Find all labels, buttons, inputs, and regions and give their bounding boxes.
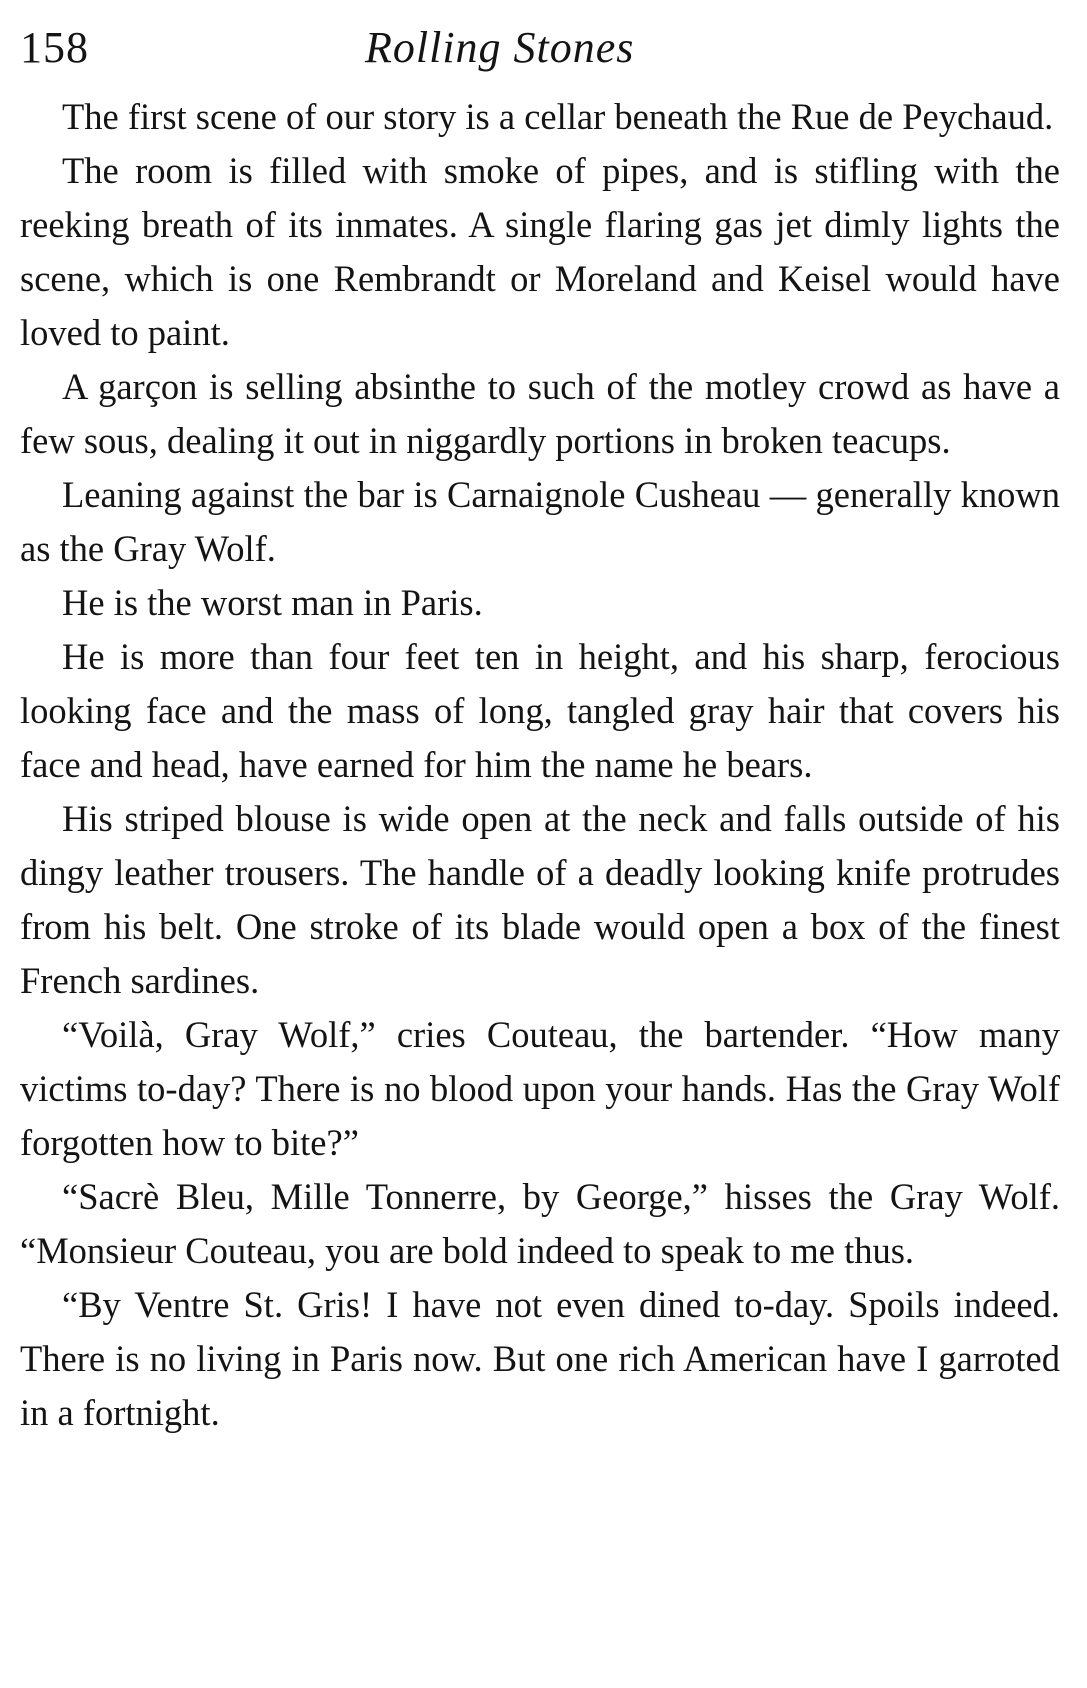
body-text bbox=[20, 90, 1060, 1440]
paragraph: A garçon is selling absinthe to such of the motley crowd as have a few sous, dealing it out in niggardly portions in broken teacups. bbox=[20, 366, 1060, 461]
paragraph: He is the worst man in Paris. bbox=[62, 582, 483, 623]
page-number: 158 bbox=[20, 23, 89, 72]
page-header bbox=[20, 18, 1070, 78]
paragraph: The first scene of our story is a cellar beneath the Rue de Peychaud. bbox=[62, 96, 1054, 137]
paragraph: His striped blouse is wide open at the neck and falls outside of his dingy leather trousers. The handle of a deadly looking knife protrudes from his belt. One stroke of its blade would open a box of the finest French sardines. bbox=[20, 798, 1060, 1001]
paragraph: The room is filled with smoke of pipes, and is stifling with the reeking breath of its inmates. A single flaring gas jet dimly lights the scene, which is one Rembrandt or Moreland and Keisel would have loved to paint. bbox=[20, 150, 1060, 353]
paragraph: He is more than four feet ten in height, and his sharp, ferocious looking face and the mass of long, tangled gray hair that covers his face and head, have earned for him the name he bears. bbox=[20, 636, 1060, 785]
running-head: Rolling Stones bbox=[365, 23, 635, 72]
paragraph: “Voilà, Gray Wolf,” cries Couteau, the bartender. “How many victims to-day? There is no blood upon your hands. Has the Gray Wolf forgotten how to bite?” bbox=[20, 1014, 1060, 1163]
paragraph: Leaning against the bar is Carnaignole Cusheau — generally known as the Gray Wolf. bbox=[20, 474, 1060, 569]
paragraph: “Sacrè Bleu, Mille Tonnerre, by George,” hisses the Gray Wolf. “Monsieur Couteau, you are bold indeed to speak to me thus. bbox=[20, 1176, 1060, 1271]
paragraph: “By Ventre St. Gris! I have not even dined to-day. Spoils indeed. There is no living in Paris now. But one rich American have I garroted in a fortnight. bbox=[20, 1284, 1060, 1433]
